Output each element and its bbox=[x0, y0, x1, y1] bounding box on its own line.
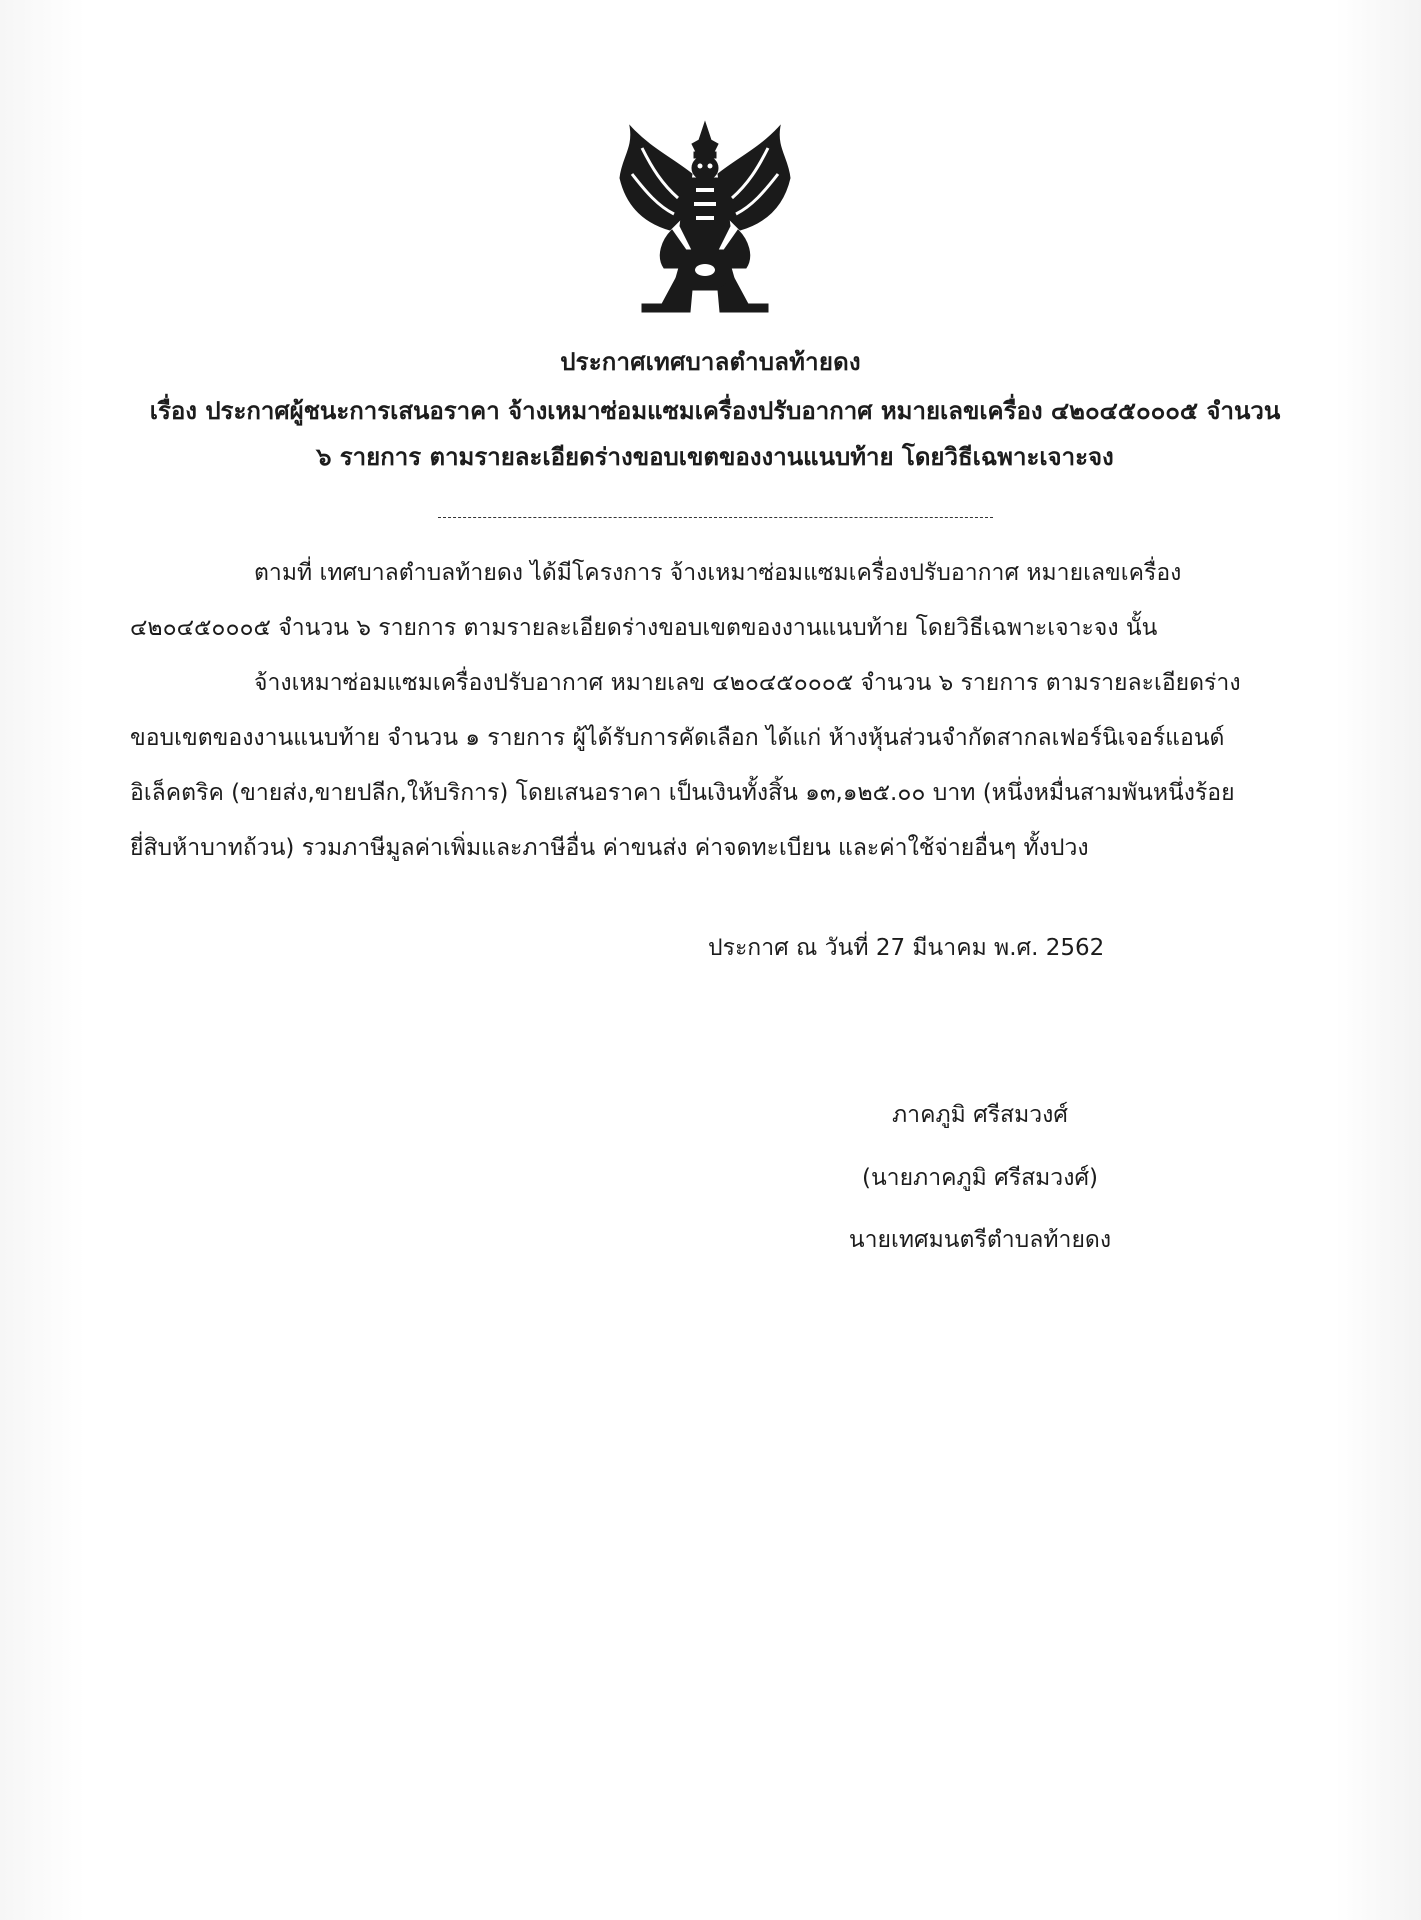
separator-line bbox=[438, 517, 993, 518]
signatory-full-name: (นายภาคภูมิ ศรีสมวงศ์) bbox=[861, 1165, 1099, 1191]
body-paragraph-1: ตามที่ เทศบาลตำบลท้ายดง ได้มีโครงการ จ้างเหมาซ่อมแซมเครื่องปรับอากาศ หมายเลขเครื่อง ๔๒๐๔๕๐๐๐๕ จำนวน ๖ รายการ ตามรายละเอียดร่างขอบเขตของงานแนบท้าย โดยวิธีเฉพาะเจาะจง นั้น bbox=[130, 560, 1182, 641]
subject-line-1: เรื่อง ประกาศผู้ชนะการเสนอราคา จ้างเหมาซ่อมแซมเครื่องปรับอากาศ หมายเลขเครื่อง ๔๒๐๔๕๐๐๐๕ จำนวน bbox=[149, 397, 1281, 425]
announcement-subject bbox=[130, 388, 1300, 480]
announcement-title: ประกาศเทศบาลตำบลท้ายดง bbox=[560, 348, 861, 376]
signature-name: ภาคภูมิ ศรีสมวงศ์ bbox=[892, 1102, 1068, 1128]
announcement-date: ประกาศ ณ วันที่ 27 มีนาคม พ.ศ. 2562 bbox=[708, 935, 1105, 961]
signatory-position: นายเทศมนตรีตำบลท้ายดง bbox=[848, 1227, 1112, 1253]
body-paragraph-2: จ้างเหมาซ่อมแซมเครื่องปรับอากาศ หมายเลข ๔๒๐๔๕๐๐๐๕ จำนวน ๖ รายการ ตามรายละเอียดร่างขอบเขตของงานแนบท้าย จำนวน ๑ รายการ ผู้ได้รับการคัดเลือก ได้แก่ ห้างหุ้นส่วนจำกัดสากลเฟอร์นิเจอร์แอนด์อิเล็คตริค (ขายส่ง,ขายปลีก,ให้บริการ) โดยเสนอราคา เป็นเงินทั้งสิ้น ๑๓,๑๒๕.๐๐ บาท (หนึ่งหมื่นสามพันหนึ่งร้อยยี่สิบห้าบาทถ้วน) รวมภาษีมูลค่าเพิ่มและภาษีอื่น ค่าขนส่ง ค่าจดทะเบียน และค่าใช้จ่ายอื่นๆ ทั้งปวง bbox=[130, 670, 1241, 861]
subject-line-2: ๖ รายการ ตามรายละเอียดร่างขอบเขตของงานแนบท้าย โดยวิธีเฉพาะเจาะจง bbox=[316, 443, 1114, 471]
garuda-emblem-icon bbox=[612, 118, 798, 318]
